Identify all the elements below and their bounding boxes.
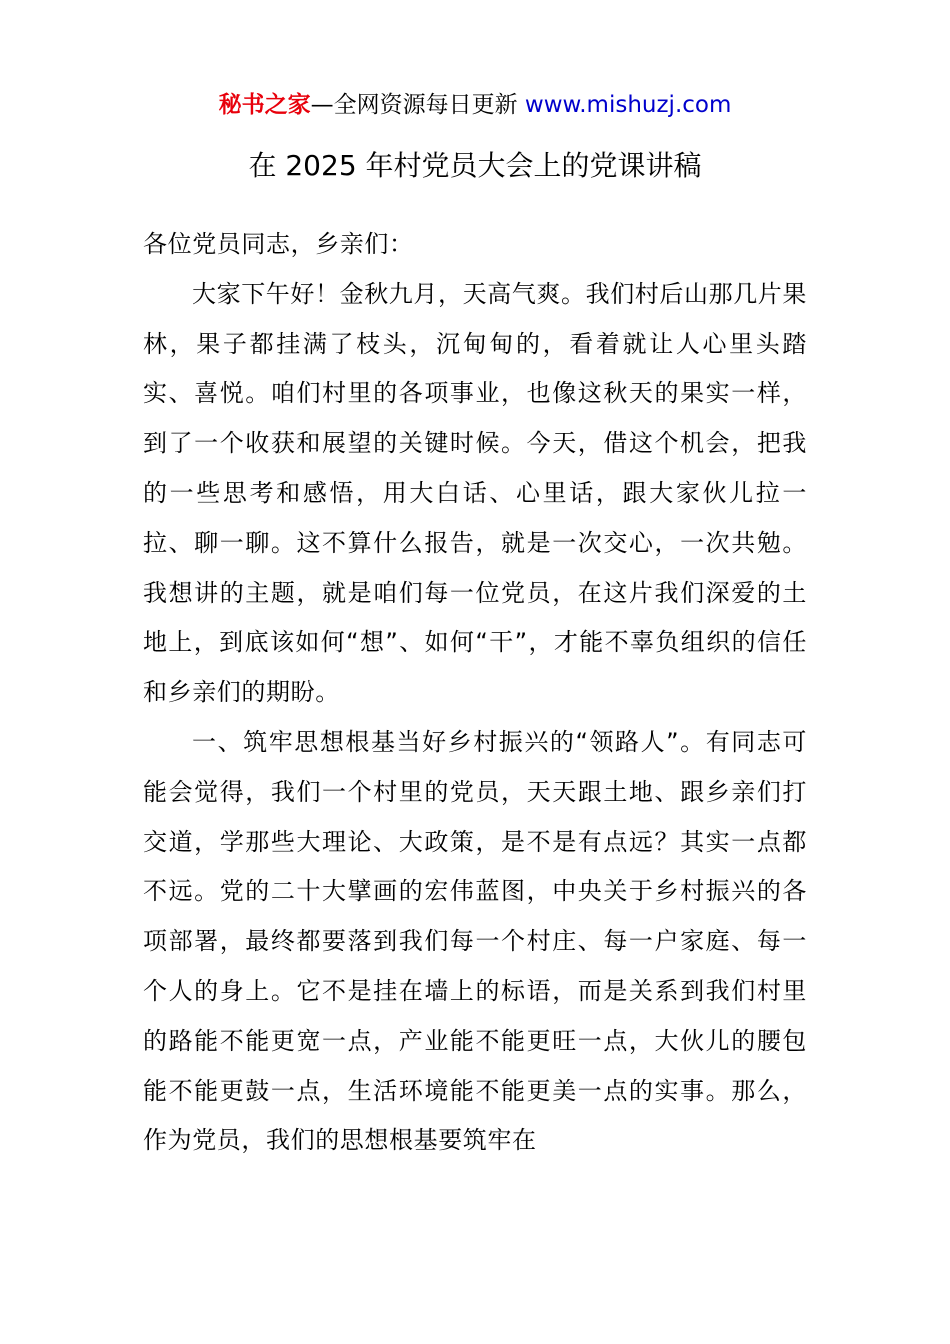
salutation: 各位党员同志，乡亲们： xyxy=(143,230,414,258)
document-body xyxy=(143,220,807,1166)
site-header xyxy=(0,88,950,122)
paragraph-section-one: 一、筑牢思想根基当好乡村振兴的“领路人”。有同志可能会觉得，我们一个村里的党员，天天跟土地、跟乡亲们打交道，学那些大理论、大政策，是不是有点远？其实一点都不远。党的二十大擘画的宏伟蓝图，中央关于乡村振兴的各项部署，最终都要落到我们每一个村庄、每一户家庭、每一个人的身上。它不是挂在墙上的标语，而是关系到我们村里的路能不能更宽一点，产业能不能更旺一点，大伙儿的腰包能不能更鼓一点，生活环境能不能更美一点的实事。那么，作为党员，我们的思想根基要筑牢在 xyxy=(143,727,807,1155)
document-title: 在 2025 年村党员大会上的党课讲稿 xyxy=(248,149,702,182)
paragraph-greeting: 大家下午好！金秋九月，天高气爽。我们村后山那几片果林，果子都挂满了枝头，沉甸甸的，看着就让人心里头踏实、喜悦。咱们村里的各项事业，也像这秋天的果实一样，到了一个收获和展望的关键时候。今天，借这个机会，把我的一些思考和感悟，用大白话、心里话，跟大家伙儿拉一拉、聊一聊。这不算什么报告，就是一次交心，一次共勉。我想讲的主题，就是咱们每一位党员，在这片我们深爱的土地上，到底该如何“想”、如何“干”，才能不辜负组织的信任和乡亲们的期盼。 xyxy=(143,279,807,707)
site-brand: 秘书之家 xyxy=(218,92,311,118)
site-url-link[interactable]: www.mishuzj.com xyxy=(524,92,732,118)
site-tagline: —全网资源每日更新 xyxy=(310,92,525,118)
